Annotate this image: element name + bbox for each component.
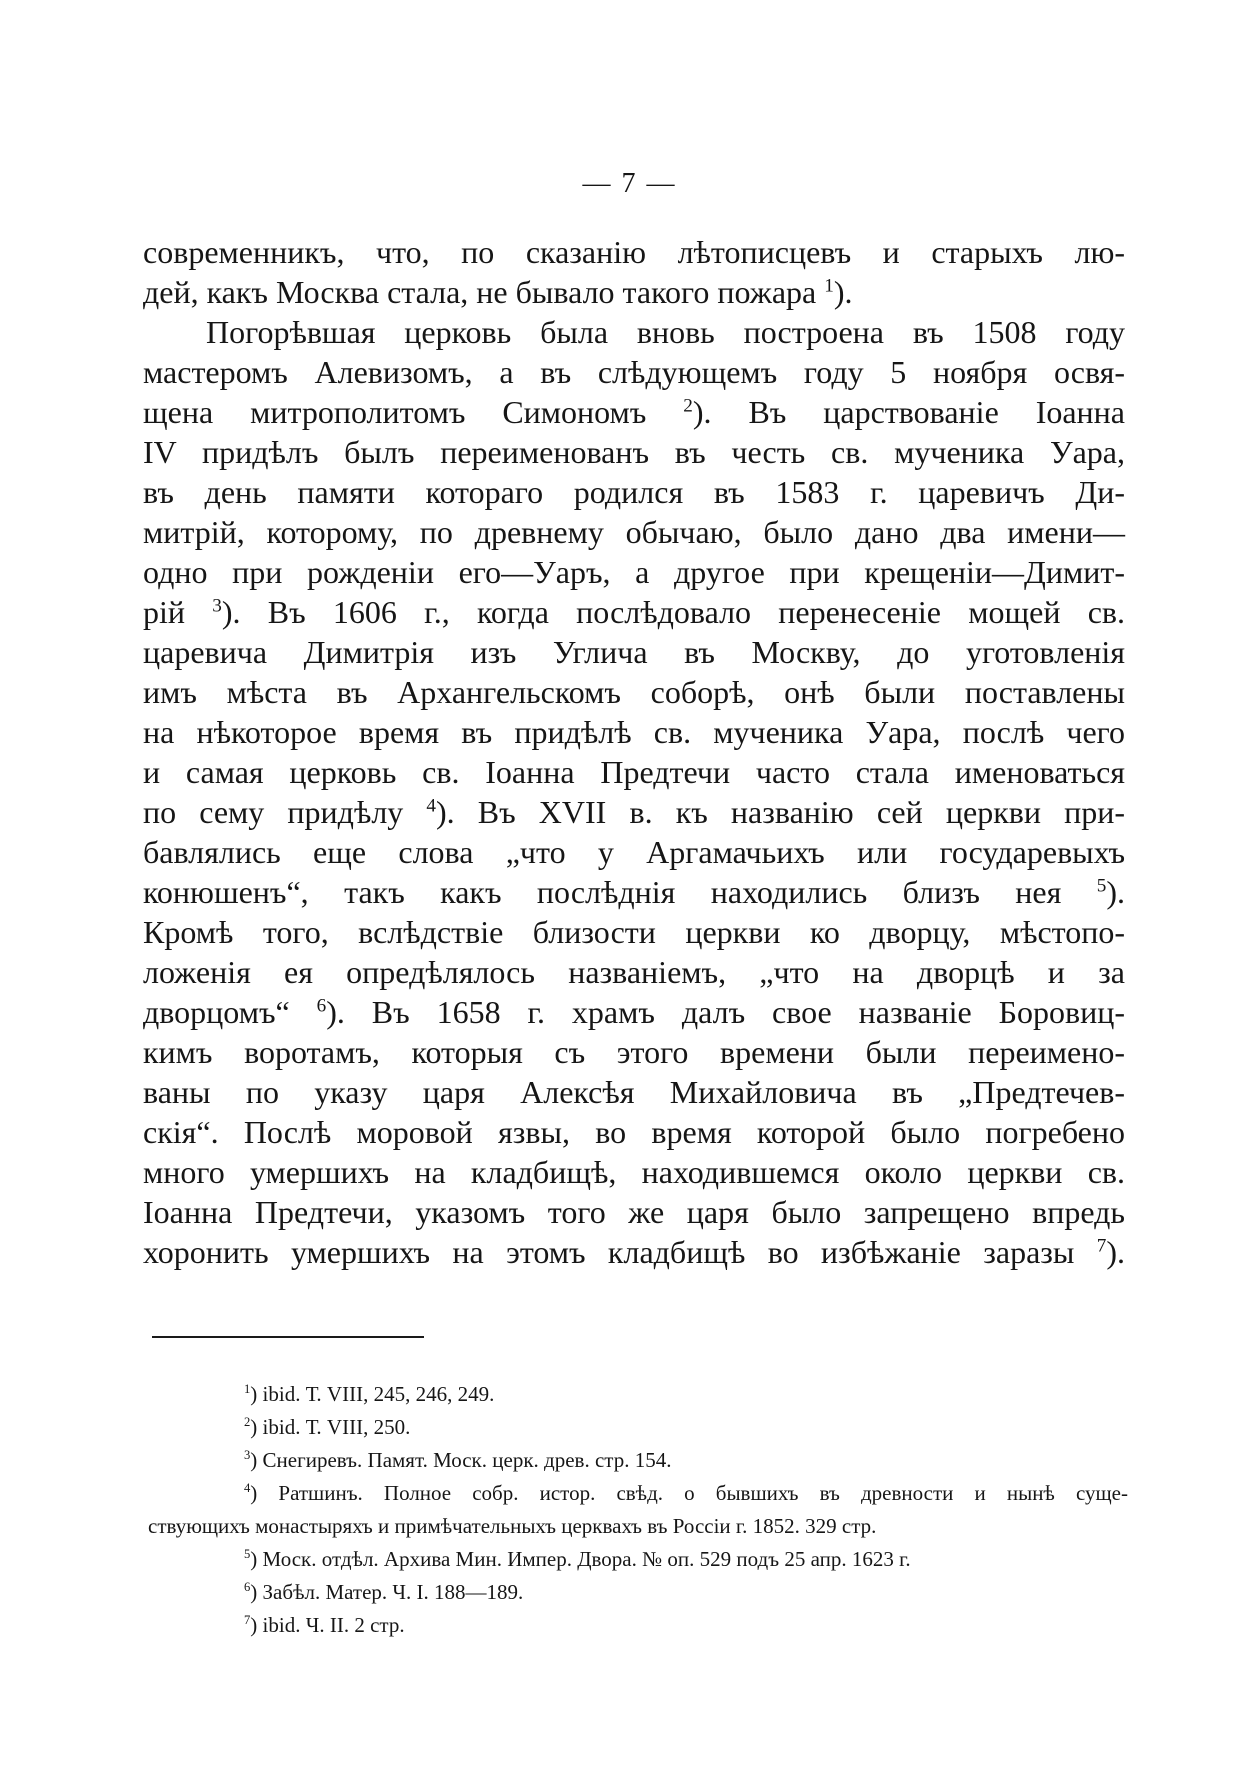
text-line bbox=[143, 632, 1125, 672]
line-text: хоронить умершихъ на этомъ кладбищѣ во избѣжаніе заразы bbox=[143, 1234, 1097, 1270]
text-line bbox=[143, 992, 1125, 1032]
line-text: бавлялись еще слова „что у Аргамачьихъ или государевыхъ bbox=[143, 834, 1125, 870]
line-text: митрій, которому, по древнему обычаю, было дано два имени— bbox=[143, 514, 1125, 550]
line-text: и самая церковь св. Іоанна Предтечи часто стала именоваться bbox=[143, 754, 1125, 790]
footnote-text: ) Снегиревъ. Памят. Моск. церк. древ. стр. 154. bbox=[250, 1448, 672, 1472]
line-text: въ день памяти котораго родился въ 1583 г. царевичъ Ди- bbox=[143, 474, 1125, 510]
footnote: $^6$) Забѣл. Матер. Ч. I. 188—189. bbox=[244, 1580, 524, 1604]
line-text: Іоанна Предтечи, указомъ того же царя было запрещено впредь bbox=[143, 1194, 1125, 1230]
footnote: $^5$) Моск. отдѣл. Архива Мин. Импер. Двора. № оп. 529 подъ 25 апр. 1623 г. bbox=[244, 1547, 911, 1571]
line-text: дворцомъ“ bbox=[143, 994, 317, 1030]
line-text: современникъ, что, по сказанію лѣтописцевъ и старыхъ лю- bbox=[143, 234, 1125, 270]
footnote-text: ) Моск. отдѣл. Архива Мин. Импер. Двора. № оп. 529 подъ 25 апр. 1623 г. bbox=[250, 1547, 911, 1571]
footnote-reference: 7 bbox=[1096, 1235, 1107, 1257]
text-line bbox=[143, 592, 1125, 632]
text-line bbox=[143, 552, 1125, 592]
text-line bbox=[143, 752, 1125, 792]
line-text: рій bbox=[143, 594, 213, 630]
footnote-text: ) Ратшинъ. Полное собр. истор. свѣд. о бывшихъ въ древности и нынѣ суще- bbox=[250, 1481, 1128, 1505]
footnote-text: ствующихъ монастыряхъ и примѣчательныхъ церквахъ въ Россіи г. 1852. 329 стр. bbox=[148, 1514, 877, 1538]
footnote-text: ) Забѣл. Матер. Ч. I. 188—189. bbox=[250, 1580, 524, 1604]
line-text-continued: ). bbox=[1106, 1234, 1125, 1270]
footnotes bbox=[148, 1378, 1128, 1642]
text-line bbox=[143, 272, 1125, 312]
body-text bbox=[143, 232, 1125, 1272]
line-text: много умершихъ на кладбищѣ, находившемся около церкви св. bbox=[143, 1154, 1125, 1190]
footnote-reference: 4 bbox=[426, 795, 437, 817]
footnote-text: ) ibid. Т. VIII, 250. bbox=[250, 1415, 411, 1439]
page-number: — 7 — bbox=[582, 168, 677, 199]
text-line bbox=[143, 712, 1125, 752]
footnote: $^2$) ibid. Т. VIII, 250. bbox=[244, 1415, 411, 1439]
line-text: царевича Димитрія изъ Углича въ Москву, до уготовленія bbox=[143, 634, 1125, 670]
line-text: щена митрополитомъ Симономъ bbox=[143, 394, 684, 430]
text-line bbox=[143, 952, 1125, 992]
text-line bbox=[143, 1192, 1125, 1232]
footnote: $^7$) ibid. Ч. II. 2 стр. bbox=[244, 1613, 405, 1637]
footnote-reference: 3 bbox=[212, 595, 222, 617]
text-line bbox=[143, 472, 1125, 512]
footnote: $^3$) Снегиревъ. Памят. Моск. церк. древ. стр. 154. bbox=[244, 1448, 672, 1472]
text-line bbox=[143, 232, 1125, 272]
footnote-reference: 1 bbox=[824, 275, 834, 297]
text-line bbox=[143, 1232, 1125, 1272]
footnote-reference: 6 bbox=[316, 995, 327, 1017]
text-line bbox=[143, 312, 1125, 352]
footnote: $^4$) Ратшинъ. Полное собр. истор. свѣд. о бывшихъ въ древности и нынѣ суще- bbox=[244, 1481, 1128, 1505]
line-text: мастеромъ Алевизомъ, а въ слѣдующемъ году 5 ноября освя- bbox=[143, 354, 1125, 390]
line-text: имъ мѣста въ Архангельскомъ соборѣ, онѣ были поставлены bbox=[143, 674, 1125, 710]
line-text-continued: ). Въ 1606 г., когда послѣдовало перенесеніе мощей св. bbox=[221, 594, 1126, 630]
line-text: IV придѣлъ былъ переименованъ въ честь св. мученика Уара, bbox=[143, 434, 1125, 470]
line-text-continued: ). Въ XVII в. къ названію сей церкви при- bbox=[436, 794, 1126, 830]
text-line bbox=[143, 392, 1125, 432]
line-text-continued: ). bbox=[1106, 874, 1125, 910]
line-text: ложенія ея опредѣлялось названіемъ, „что на дворцѣ и за bbox=[143, 954, 1125, 990]
text-line bbox=[143, 1072, 1125, 1112]
footnote-text: ) ibid. Ч. II. 2 стр. bbox=[250, 1613, 405, 1637]
line-text: дей, какъ Москва стала, не бывало такого пожара bbox=[143, 274, 825, 310]
line-text: Погорѣвшая церковь была вновь построена въ 1508 году bbox=[206, 314, 1125, 350]
line-text: конюшенъ“, такъ какъ послѣднія находились близъ нея bbox=[143, 874, 1097, 910]
text-line bbox=[143, 792, 1125, 832]
line-text-continued: ). Въ царствованіе Іоанна bbox=[692, 394, 1125, 430]
line-text-continued: ). bbox=[833, 274, 853, 310]
text-line bbox=[143, 832, 1125, 872]
line-text: по сему придѣлу bbox=[143, 794, 427, 830]
text-line bbox=[143, 432, 1125, 472]
line-text: Кромѣ того, вслѣдствіе близости церкви ко дворцу, мѣстопо- bbox=[143, 914, 1125, 950]
text-line bbox=[143, 912, 1125, 952]
text-line bbox=[143, 872, 1125, 912]
text-line bbox=[143, 1152, 1125, 1192]
text-line bbox=[143, 672, 1125, 712]
line-text: скія“. Послѣ моровой язвы, во время которой было погребено bbox=[143, 1114, 1125, 1150]
footnote-divider bbox=[152, 1336, 424, 1338]
footnote-text: ) ibid. Т. VIII, 245, 246, 249. bbox=[250, 1382, 495, 1406]
line-text-continued: ). Въ 1658 г. храмъ далъ свое названіе Боровиц- bbox=[326, 994, 1126, 1030]
footnote: $^1$) ibid. Т. VIII, 245, 246, 249. bbox=[244, 1382, 495, 1406]
footnote-continuation bbox=[148, 1510, 1128, 1543]
text-line bbox=[143, 512, 1125, 552]
footnote-reference: 2 bbox=[683, 395, 693, 417]
text-line bbox=[143, 1112, 1125, 1152]
line-text: кимъ воротамъ, которыя съ этого времени были переимено- bbox=[143, 1034, 1125, 1070]
line-text: ваны по указу царя Алексѣя Михайловича въ „Предтечев- bbox=[143, 1074, 1125, 1110]
text-line bbox=[143, 352, 1125, 392]
line-text: одно при рожденіи его—Уаръ, а другое при крещеніи—Димит- bbox=[143, 554, 1125, 590]
line-text: на нѣкоторое время въ придѣлѣ св. мученика Уара, послѣ чего bbox=[143, 714, 1125, 750]
text-line bbox=[143, 1032, 1125, 1072]
footnote-reference: 5 bbox=[1096, 875, 1107, 897]
